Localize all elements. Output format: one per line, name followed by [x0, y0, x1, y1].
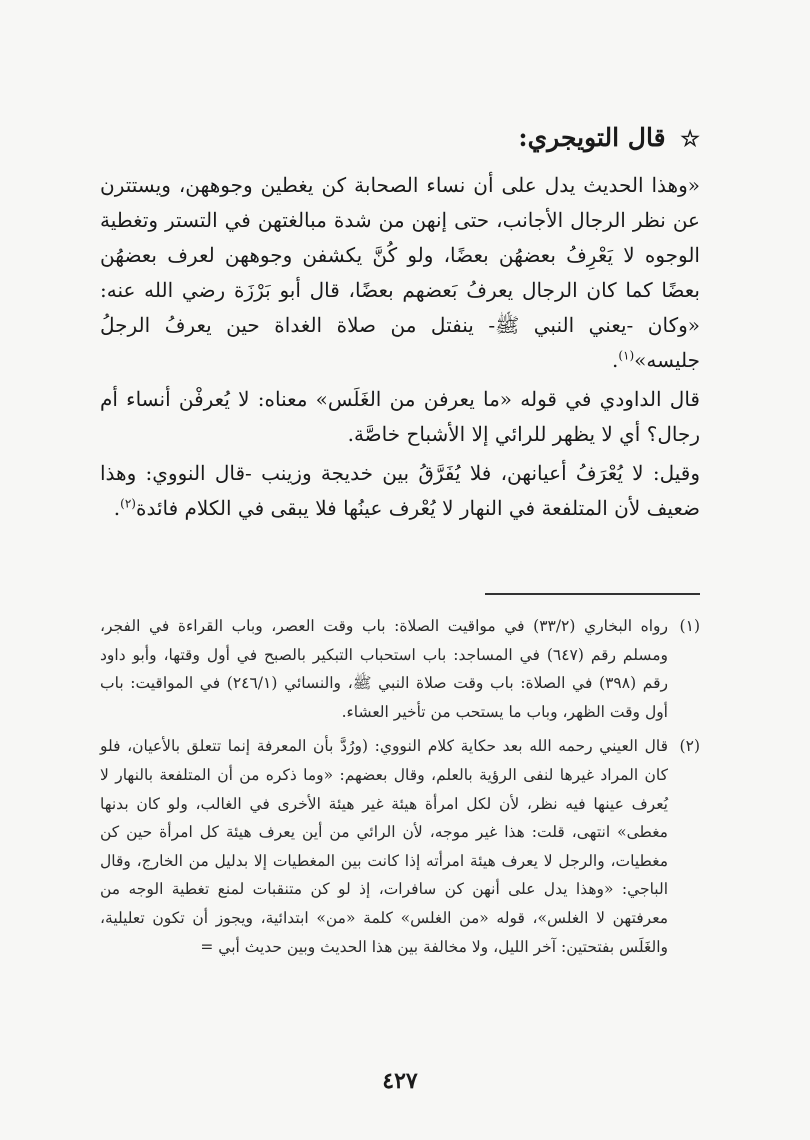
footnote-text: رواه البخاري (٣٣/٢) في مواقيت الصلاة: باب وقت العصر، وباب القراءة في الفجر، ومسلم رقم (٦٤٧) في المساجد: باب استحباب التبكير بالصبح في أول وقتها، وأبو داود رقم (٣٩٨) في الصلاة: باب وقت صلاة النبي ﷺ، والنسائي (٢٤٦/١) في المواقيت: باب أول وقت الظهر، وباب ما يستحب من تأخير العشاء.: [100, 617, 668, 721]
footnote-text: قال العيني رحمه الله بعد حكاية كلام النووي: (ورُدَّ بأن المعرفة إنما تتعلق بالأعيان، فلو كان المراد غيرها لنفى الرؤية بالعلم، وقال بعضهم: «وما ذكره من أن المتلفعة بالنهار لا يُعرف عينها فيه نظر، لأن لكل امرأة هيئة غير هيئة الأخرى في الغالب، ولو كان بدنها مغطى» انتهى، قلت: هذا غير موجه، لأن الرائي من أين يعرف هيئة كل امرأة حين كن مغطيات، والرجل لا يعرف هيئة امرأته إذا كانت بين المغطيات إلا بدليل من الخارج، وقال الباجي: «وهذا يدل على أنهن كن سافرات، إذ لو كن متنقبات لمنع تغطية الوجه من معرفتهن لا الغلس»، قوله «من الغلس» كلمة «من» ابتدائية، ويجوز أن تكون تعليلية، والغَلَس بفتحتين: آخر الليل، ولا مخالفة بين هذا الحديث وبين حديث أبي =: [100, 737, 668, 956]
paragraph-quote-text: «وهذا الحديث يدل على أن نساء الصحابة كن يغطين وجوههن، ويستترن عن نظر الرجال الأجانب، حتى إنهن من شدة مبالغتهن في التستر وتغطية الوجوه لا يَعْرِفُ بعضهُن بعضًا، ولو كُنَّ يكشفن وجوههن لعرف بعضهُن بعضًا كما كان الرجال يعرفُ بَعضهم بعضًا، قال أبو بَرْزَة رضي الله عنه: «وكان -يعني النبي ﷺ- ينفتل من صلاة الغداة حين يعرفُ الرجلُ جليسه»: [100, 173, 700, 372]
paragraph-nawawi: [100, 456, 700, 526]
paragraph-quote: [100, 168, 700, 378]
footnote-ref-1: (١): [618, 348, 635, 363]
page-number: ٤٢٧: [382, 1068, 418, 1094]
footnote-number: (٢): [679, 737, 700, 756]
paragraph-quote-end: .: [611, 348, 619, 372]
main-text: [100, 168, 700, 530]
footnote-ref-2: (٢): [120, 496, 136, 511]
footnote-number: (١): [679, 617, 700, 635]
footnotes: [100, 612, 700, 967]
book-page: [100, 0, 700, 1140]
paragraph-nawawi-end: .: [113, 496, 121, 520]
footnote-separator: [485, 593, 700, 595]
footnote-1: [100, 612, 700, 726]
section-heading-title: قال التويجري:: [518, 123, 666, 152]
star-icon: ☆: [680, 126, 700, 152]
paragraph-dawudi: قال الداودي في قوله «ما يعرفن من الغَلَس» معناه: لا يُعرفْن أنساء أم رجال؟ أي لا يظهر للرائي إلا الأشباح خاصَّة.: [100, 387, 700, 446]
footnote-2: [100, 732, 700, 961]
paragraph-nawawi-text: وقيل: لا يُعْرَفُ أعيانهن، فلا يُفَرَّقُ بين خديجة وزينب -قال النووي: وهذا ضعيف لأن المتلفعة في النهار لا يُعْرف عينُها فلا يبقى في الكلام فائدة: [100, 461, 700, 520]
section-heading: [100, 118, 700, 159]
